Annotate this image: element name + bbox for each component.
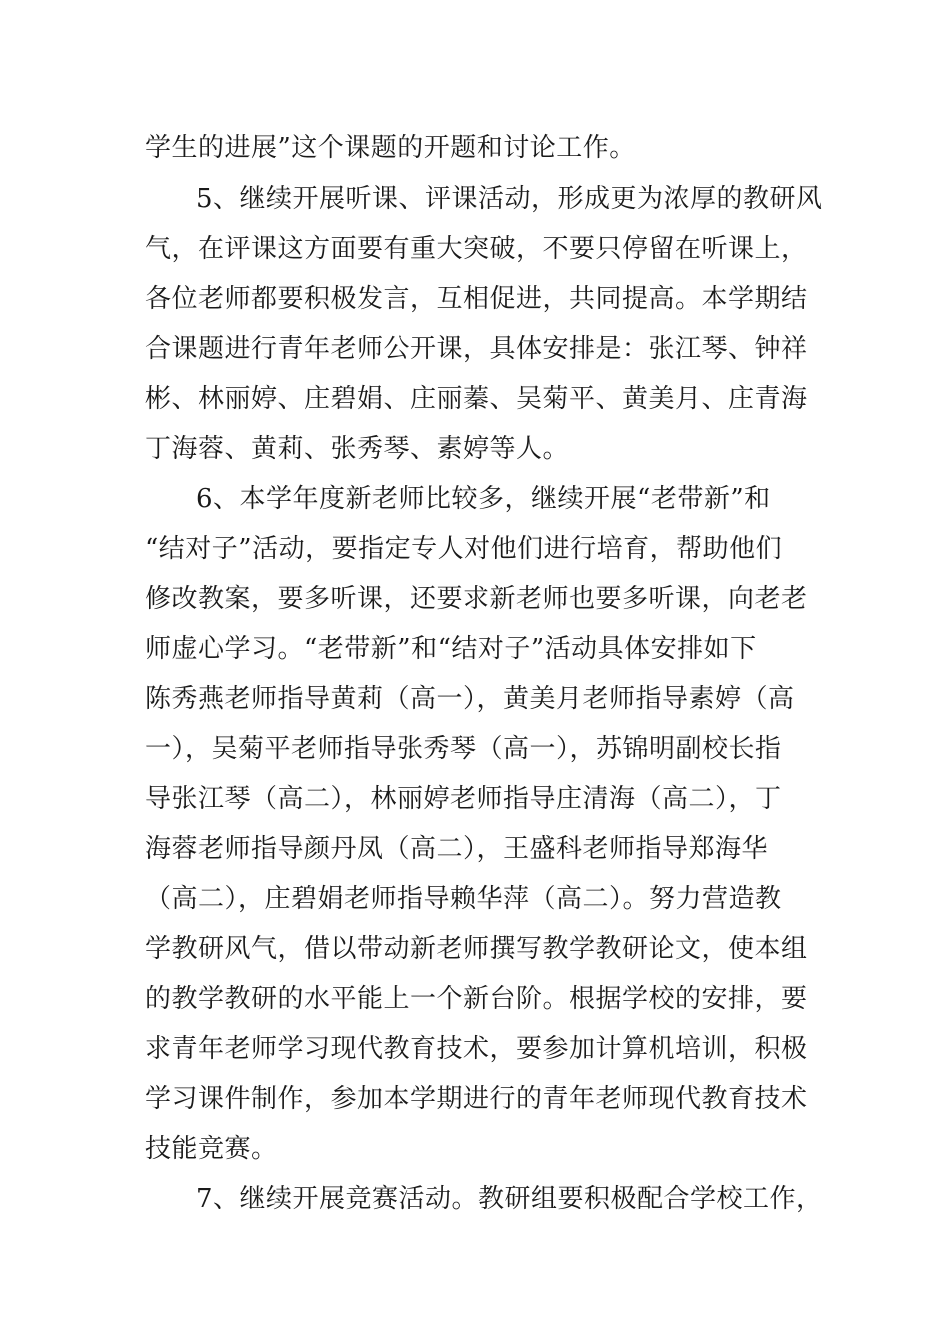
text-line: 丁海蓉、黄莉、张秀琴、素婷等人。 bbox=[145, 434, 570, 464]
text-line: “结对子”活动，要指定专人对他们进行培育，帮助他们 bbox=[145, 534, 783, 564]
text-line: 求青年老师学习现代教育技术，要参加计算机培训，积极 bbox=[145, 1034, 808, 1064]
paragraph-7-start: 7、继续开展竞赛活动。教研组要积极配合学校工作， bbox=[196, 1184, 823, 1214]
text-line: 气，在评课这方面要有重大突破，不要只停留在听课上， bbox=[145, 234, 808, 264]
text-line: （高二），庄碧娟老师指导赖华萍（高二）。努力营造教 bbox=[145, 884, 782, 914]
text-line: 的教学教研的水平能上一个新台阶。根据学校的安排，要 bbox=[145, 984, 808, 1014]
text-line: 师虚心学习。“老带新”和“结对子”活动具体安排如下 bbox=[145, 634, 757, 664]
text-line: 学生的进展”这个课题的开题和讨论工作。 bbox=[145, 133, 636, 163]
paragraph-6-start: 6、本学年度新老师比较多，继续开展“老带新”和 bbox=[196, 484, 771, 514]
text-line: 学习课件制作，参加本学期进行的青年老师现代教育技术 bbox=[145, 1084, 808, 1114]
text-line: 导张江琴（高二），林丽婷老师指导庄清海（高二），丁 bbox=[145, 784, 782, 814]
text-line: 修改教案，要多听课，还要求新老师也要多听课，向老老 bbox=[145, 584, 808, 614]
text-line: 彬、林丽婷、庄碧娟、庄丽蓁、吴菊平、黄美月、庄青海 bbox=[145, 384, 808, 414]
text-line: 学教研风气，借以带动新老师撰写教学教研论文，使本组 bbox=[145, 934, 808, 964]
text-line: 各位老师都要积极发言，互相促进，共同提高。本学期结 bbox=[145, 284, 808, 314]
text-line: 海蓉老师指导颜丹凤（高二），王盛科老师指导郑海华 bbox=[145, 834, 769, 864]
text-line: 一），吴菊平老师指导张秀琴（高一），苏锦明副校长指 bbox=[145, 734, 782, 764]
text-line: 技能竞赛。 bbox=[145, 1134, 278, 1164]
paragraph-5-start: 5、继续开展听课、评课活动，形成更为浓厚的教研风 bbox=[196, 184, 823, 214]
text-line: 陈秀燕老师指导黄莉（高一），黄美月老师指导素婷（高 bbox=[145, 684, 795, 714]
text-line: 合课题进行青年老师公开课，具体安排是：张江琴、钟祥 bbox=[145, 334, 808, 364]
